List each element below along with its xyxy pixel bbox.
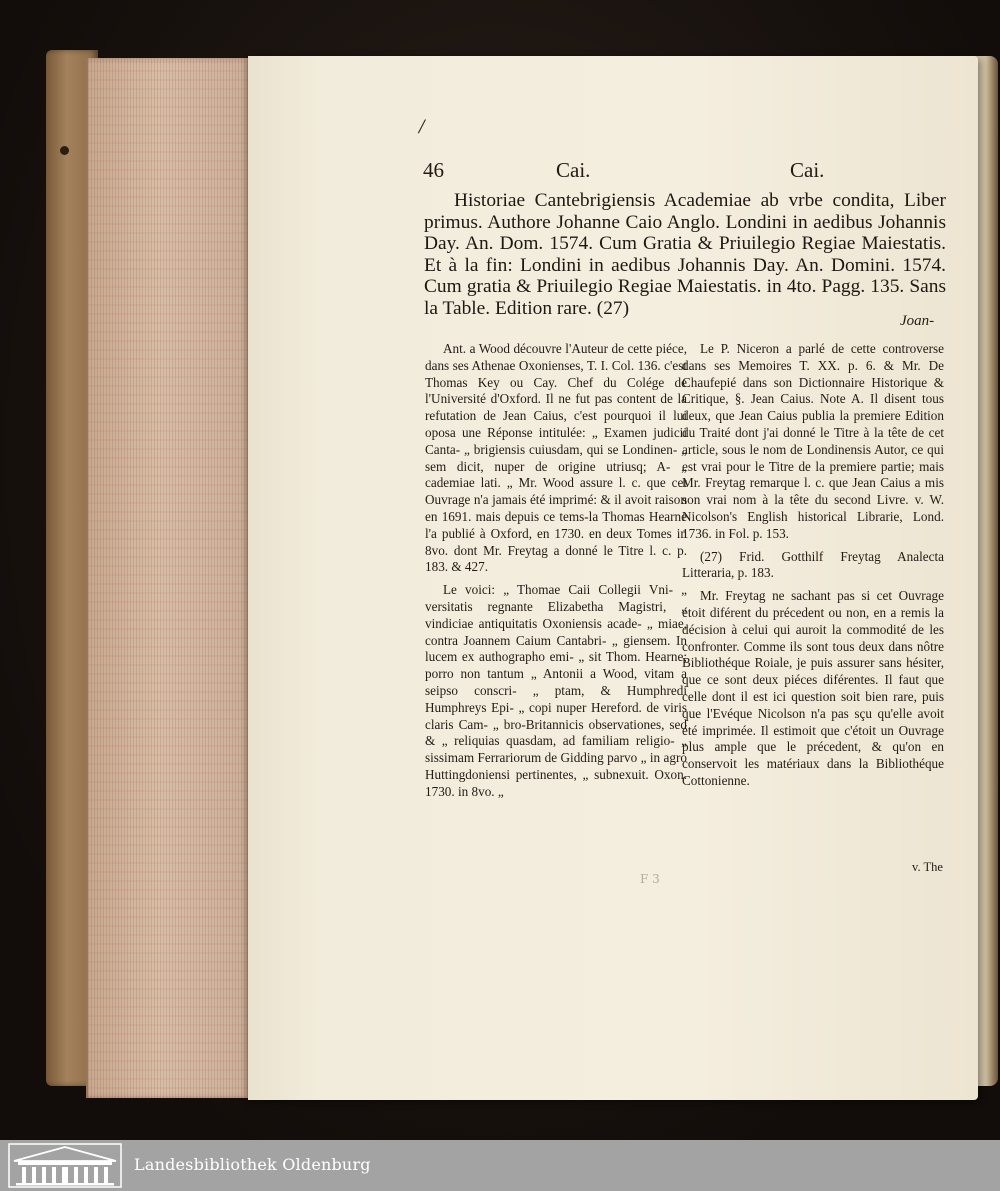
left-paragraph: Ant. a Wood découvre l'Auteur de cette piéce, dans ses Athenae Oxonienses, T. I. Col. 136. c'est Thomas Key ou Cay. Chef du Colége de l'Université d'Oxford. Il ne fut pas content de la refutation de Jean Caius, c'est pourquoi il lui oposa une Réponse intitulée: „ Examen judicii Canta- „ brigiensis cuiusdam, qui se Londinen- „ sem dicit, nuper de origine utriusq; A- „ cademiae lati. „ Mr. Wood assure l. c. que cet Ouvrage n'a jamais été imprimé: & il avoit raison en 1691. mais depuis ce tems-la Thomas Hearne l'a publié à Oxford, en 1730. en deux Tomes in 8vo. dont Mr. Freytag a donné le Titre l. c. p. 183. & 427. <box>425 341 687 575</box>
library-building-icon <box>8 1143 122 1188</box>
page-edges <box>86 58 250 1098</box>
signature-mark: F 3 <box>640 872 660 886</box>
catchword-bottom: v. The <box>912 860 943 874</box>
page-number: 46 <box>423 158 444 182</box>
cover-nail-hole <box>60 146 69 155</box>
running-head-left: Cai. <box>556 158 591 182</box>
footnote: (27) Frid. Gotthilf Freytag Analecta Litteraria, p. 183. <box>682 548 944 581</box>
lead-entry <box>424 190 946 320</box>
right-column <box>682 341 944 796</box>
running-head-right: Cai. <box>790 158 825 182</box>
footer-bar <box>0 1140 1000 1191</box>
left-column <box>425 341 687 807</box>
right-paragraph: Mr. Freytag ne sachant pas si cet Ouvrage étoit diférent du précedent ou non, en a remis la décision à celui qui auroit la commodité de les confronter. Comme ils sont tous deux dans nôtre Bibliothéque Roiale, je puis assurer sans hésiter, que ce sont deux piéces diférentes. Il faut que celle dont il est ici question soit bien rare, puis que l'Evéque Nicolson n'a pas sçu qu'elle avoit été imprimée. Il estimoit que c'étoit un Ouvrage plus ample que le précedent, & qu'on en conservoit les matériaux dans la Bibliothéque Cottonienne. <box>682 588 944 788</box>
lead-entry-text: Historiae Cantebrigiensis Academiae ab vrbe condita, Liber primus. Authore Johanne Caio Anglo. Londini in aedibus Johannis Day. An. Dom. 1574. Cum Gratia & Priuilegio Regiae Maiestatis. Et à la fin: Londini in aedibus Johannis Day. An. Domini. 1574. Cum gratia & Priuilegio Regiae Maiestatis. in 4to. Pagg. 135. Sans la Table. Edition rare. (27) <box>424 190 946 319</box>
margin-mark: / <box>419 117 425 137</box>
left-paragraph: Le voici: „ Thomae Caii Collegii Vni- „ versitatis regnante Elizabetha Magistri, „ vindiciae antiquitatis Oxoniensis acade- „ miae, contra Joannem Caium Cantabri- „ giensem. In lucem ex authographo emi- „ sit Thom. Hearne; porro non tantum „ Antonii a Wood, vitam a seipso conscri- „ ptam, & Humphredi Humphreys Epi- „ copi nuper Hereford. de viris claris Cam- „ bro-Britannicis observationes, sed & „ reliquias quasdam, ad familiam religio- „ sissimam Ferrariorum de Gidding parvo „ in agro Huttingdoniensi pertinentes, „ subnexuit. Oxon. 1730. in 8vo. „ <box>425 582 687 799</box>
catchword-top: Joan- <box>900 313 935 329</box>
right-paragraph: Le P. Niceron a parlé de cette controverse dans ses Memoires T. XX. p. 6. & Mr. De Chaufepié dans son Dictionnaire Historique & Critique, §. Jean Caius. Note A. Il disent tous deux, que Jean Caius publia la premiere Edition du Traité dont j'ai donné le Titre à la tête de cet article, sous le nom de Londinensis Autor, ce qui est vrai pour le Titre de la premiere partie; mais Mr. Freytag remarque l. c. que Jean Caius a mis son vrai nom à la tête du second Livre. v. W. Nicolson's English historical Librarie, Lond. 1736. in Fol. p. 153. <box>682 341 944 541</box>
library-name: Landesbibliothek Oldenburg <box>134 1155 371 1174</box>
